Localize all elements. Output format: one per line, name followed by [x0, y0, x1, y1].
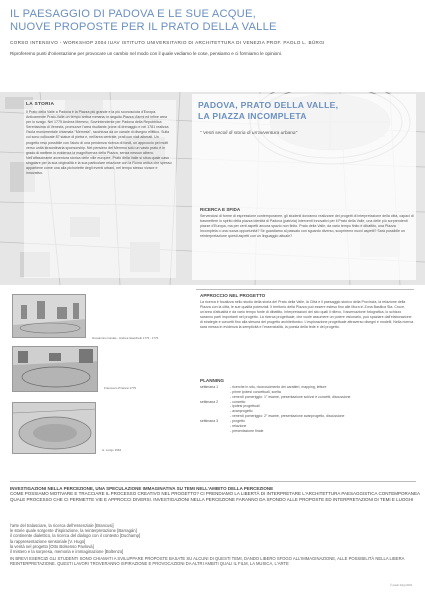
- title-line-1: IL PAESAGGIO DI PADOVA E LE SUE ACQUE,: [10, 8, 256, 20]
- bottom-section: [10, 486, 420, 502]
- planning-task: - venerdì pomeriggio: 1° esame, presentazione schizzi e concetti, discussione: [230, 394, 351, 399]
- intro-text: Riproferemo punti d'orientazione per provocare un cambio nel modo con il quale vediamo le cose, pensiamo e ci formiamo le opinioni.: [10, 51, 283, 56]
- theme-line: le storie quale sorgente d'ispirazione, la reinterpretazione [Barragán]: [10, 528, 137, 534]
- theme-line: il mistero e la sorpresa, memoria e immaginazione [Boltenzo]: [10, 549, 124, 555]
- planning-task: - progetto: [230, 418, 245, 423]
- main-quote: " Venti secoli di storia di un'avventura urbana": [200, 131, 298, 136]
- bottom-title: INVESTIGAZIONI NELLA PERCEZIONE, UNA SPECULAZIONE IMMAGINATIVA SU TEMI NELL'AMBITO DELLA PERCEZIONE: [10, 486, 274, 491]
- planning-task: - venerdì pomeriggio: 2° esame, presentazione avanprogetto, discussione: [230, 414, 345, 419]
- themes-list: [10, 523, 310, 554]
- planning-task: - presentazione finale: [230, 428, 264, 433]
- planning-task: - concetto: [230, 399, 246, 404]
- divider-approccio: [196, 289, 414, 290]
- planning-task: - avanprogetto: [230, 409, 253, 414]
- planning-list: [200, 385, 414, 433]
- caption-photo-3: G. Lorigo 1964: [102, 448, 122, 452]
- title-line-2: NUOVE PROPOSTE PER IL PRATO DELLA VALLE: [10, 20, 277, 33]
- caption-photo-2: Francesco Piranesi 1775: [104, 386, 136, 390]
- divider-bottom: [10, 481, 416, 482]
- theme-line: la verità nel progetto [Otto Bolsenso Pavlovà]: [10, 543, 94, 549]
- historic-photo-1: [12, 294, 86, 338]
- planning-task: - prime ipotesi concettuali, scelta: [230, 389, 281, 394]
- planning-week: settimana 1: [200, 385, 219, 389]
- ricerca-body: Servendosi di forme di espressione contemporanee, gli studenti dovranno realizzare dei progetti di interpretazione della città, capaci di trasmettere lo spirito della piazza identità di Padova (patrizia) interventi innovativi per il Prato della Valle, una delle più sorprendenti piazze d'Europa, ma per certi aspetti ancora spazio non finito. Prato della Valle, da vario tempo finito è dibattito, una Piazza Incompleta o una nuova opportunità? Se guardiamo al passato con sguardo diverso, scopriremo nuovi aspetti? Sarà possibile un reinterpretazione questi aspetti con un linguaggio attuale?: [200, 214, 414, 239]
- planning-week: settimana 3: [200, 418, 219, 423]
- theme-line: la rappresentazione sensoriale [V. Hugo]: [10, 538, 86, 544]
- planning-week: settimana 2: [200, 399, 219, 404]
- approccio-body: La ricerca è focalizza nello studio della storia del Prato della Valle, la Città e il paesaggio storico della Provincia, la relazione della Piazza con la città, le sue qualità potenziali. Il territorio della Piazza può essere esteso fino alle Mura in Zona Basilica Sta. Croce, un'area d'attualità e da vario tempo fonte di dibattito. Interpretazioni del sito quali il rilievo, l'osservazione fotografica, lo schizzo saranno parti importanti nel progetto. La ricerca progettuale, che vuole assumere un potere visionario, può spaziare dall'elaborazione di strategie e concetti fino alla stesura del progetto architettonico. L'esplorazione progettuale attraverso disegni e modelli. Nella ricerca sarà messa in evidenza la semplicità e l'essenzialità, la poesia della fede e del progetto.: [200, 300, 414, 330]
- theme-line: il continente dialettico, la ricerca del dialogo con il contesto [Duchamp]: [10, 533, 141, 539]
- bottom-closing: IN BREVI ESERCIZI GLI STUDENTI SONO CHIAMATI A SVILUPPARE PROPOSTE BASATE SU ALCUNI DI QUESTI TEMI, DANDO LIBERO SFOGO ALL'IMMAGINAZIONE, ALLE POSSIBILITÀ NELLA LIBERA REINTERPRETAZIONE. QUESTI LAVORI TROVERANNO ISPIRAZIONE E PROVOCAZIONI DA ALTRI AMBITI QUALI IL FILM, LA MUSICA, L'ARTE: [10, 556, 405, 567]
- approccio-title: APPROCCIO NEL PROGETTO: [200, 293, 266, 298]
- main-title: [198, 100, 418, 122]
- planning-row: [200, 429, 414, 434]
- main-title-line-2: LA PIAZZA INCOMPLETA: [198, 111, 307, 121]
- page-title: [10, 8, 410, 33]
- planning-title: PLANNING: [200, 378, 224, 383]
- storia-body: Il Prato della Valle a Padova è la Piazza più grande e la più sconosciuta d'Europa. Anticamente Prato-Valle-un tempo antica romana, in seguito Piazza d'armi ed infine area per lo svago. Nel 1775 Andrea Memmo, Sovrintendente per Padova della Repubblica Serenissima di Venezia, promuove l'area risultante (zone di drenaggio e nel 1781 realizza l'Isola monumentale chiamata "Memmia", racchiusa da un canale di disegno ellittico. Sulla cui sono collocate 87 statue di pietra e, nell'area centrale, prati con viali alberati. Un progetto reso possibile con l'aiuto di una pendenza ricerca di fondi, un approccio pei molti verso unità straordinaria sponsorship. Nel pensiero del Memmo solo un vasto prato è in grado di mettere in evidenza la magnificenza della Piazza, senza nessun albero. Nell'affascinante avventura storica delle ville europee, Prato della Valle si situa quale caso singolare per la sua originalità e la sua particolare relazione con la Roma antica che spesso appartiene come una alla pichoriette degli eventi urbani, nel tempo stesso vivace e innovativo.: [26, 110, 172, 176]
- bottom-subtitle: COME POSSIAMO MOTIVARE E TRACCIARE IL PROCESSO CREATIVO NEL PROGETTO? CI PRENDIAMO LA LIBERTÀ DI INTERPRETARE L'ARCHITETTURA PAESAGGISTICA CONTEMPORANEA QUALE PROCESSO CHE CI PERMETTE VIE E APPROCCI DIVERSI. INVESTIGAZIONI NELLA PERCEZIONE FARANNO DA SFONDO ALLE PROPOSTE ED INTERPRETAZIONI DI TEMI E LUOGHI: [10, 491, 420, 502]
- main-title-line-1: PADOVA, PRATO DELLA VALLE,: [198, 100, 339, 110]
- ricerca-title: RICERCA E SFIDA: [200, 207, 241, 212]
- caption-photo-1: Giovannino Canale - Andrea Giacchetti 1776 - 1776: [92, 336, 159, 340]
- planning-week: [200, 429, 230, 434]
- copyright-note: © paolo bürgi 2004: [390, 584, 412, 587]
- storia-title: LA STORIA: [26, 102, 55, 107]
- planning-task: - ricerche in situ, riconoscimento dei caratteri, mapping, letture: [230, 385, 327, 389]
- theme-line: l'arte del tralasciare, la ricerca dell'essenziale [Brancusi]: [10, 523, 114, 528]
- historic-photo-2: [12, 346, 98, 392]
- course-info: CORSO INTENSIVO - WORKSHOP 2004 IUAV ISTITUTO UNIVERSITARIO DI ARCHITETTURA DI VENEZIA PROF. PAOLO L. BÜRGI: [10, 40, 325, 45]
- historic-photo-3: [12, 402, 96, 454]
- planning-task: - ipotesi progettuali: [230, 404, 260, 409]
- planning-task: - relazione: [230, 423, 247, 428]
